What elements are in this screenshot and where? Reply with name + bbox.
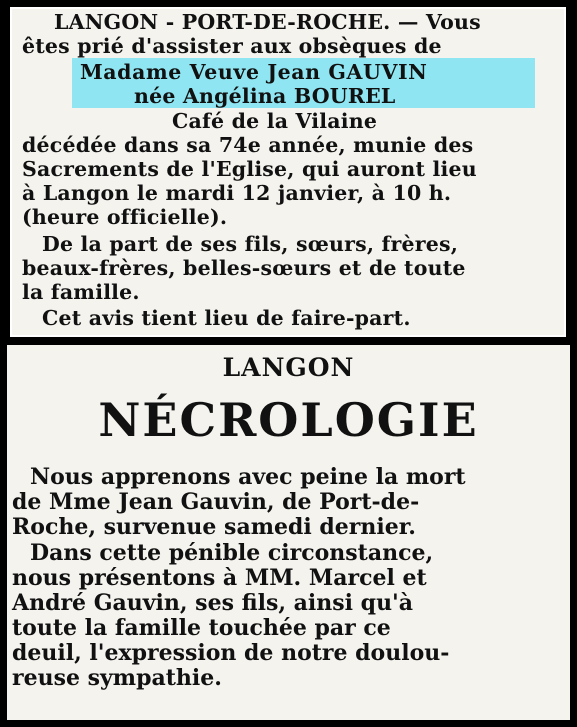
notice-line: à Langon le mardi 12 janvier, à 10 h. (22, 181, 452, 205)
necrology-line: de Mme Jean Gauvin, de Port-de- (12, 489, 420, 515)
notice-line: Cet avis tient lieu de faire-part. (42, 306, 411, 330)
obituary-notice-clipping (10, 7, 566, 337)
necrology-line: reuse sympathie. (12, 665, 222, 691)
notice-line: LANGON - PORT-DE-ROCHE. — Vous (54, 10, 481, 34)
notice-line: Café de la Vilaine (172, 109, 378, 133)
notice-line: beaux-frères, belles-sœurs et de toute (22, 256, 466, 280)
notice-line: décédée dans sa 74e année, munie des (22, 133, 474, 157)
necrology-line: Nous apprenons avec peine la mort (30, 464, 466, 490)
necrology-line: toute la famille touchée par ce (12, 615, 391, 641)
notice-line: la famille. (22, 280, 140, 304)
deceased-maiden-name: née Angélina BOUREL (134, 84, 396, 108)
necrology-line: nous présentons à MM. Marcel et (12, 565, 427, 591)
necrology-line: Roche, survenue samedi dernier. (12, 514, 416, 540)
necrology-line: Dans cette pénible circonstance, (30, 540, 434, 566)
notice-line: (heure officielle). (22, 205, 228, 229)
notice-line: êtes prié d'assister aux obsèques de (22, 34, 442, 58)
notice-line: De la part de ses fils, sœurs, frères, (42, 232, 459, 256)
deceased-name: Madame Veuve Jean GAUVIN (80, 60, 428, 84)
notice-line: Sacrements de l'Eglise, qui auront lieu (22, 157, 477, 181)
necrology-place: LANGON (222, 353, 355, 382)
necrology-line: André Gauvin, ses fils, ainsi qu'à (12, 590, 414, 616)
necrology-line: deuil, l'expression de notre doulou- (12, 640, 450, 666)
necrology-clipping (7, 345, 570, 720)
necrology-title: NÉCROLOGIE (98, 393, 479, 447)
